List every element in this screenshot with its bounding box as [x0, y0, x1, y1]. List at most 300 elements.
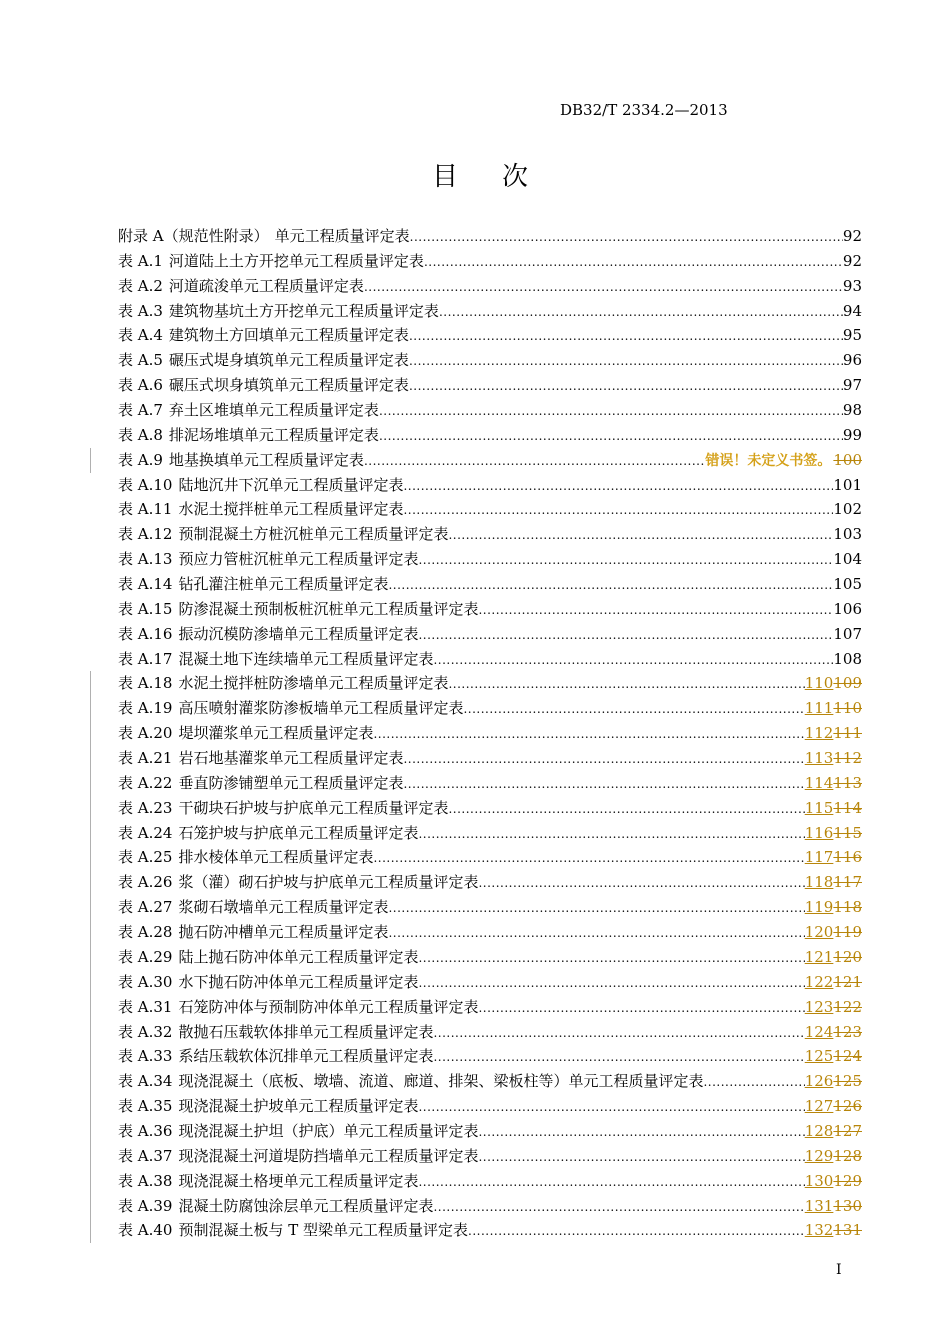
toc-entry-title: 水泥土搅拌桩单元工程质量评定表	[178, 500, 404, 519]
toc-entry-page	[843, 274, 862, 299]
toc-entry-label	[118, 995, 478, 1020]
toc-entry-number: 表 A.39	[118, 1196, 173, 1215]
toc-entry[interactable]	[118, 696, 862, 721]
toc-entry-title: 现浇混凝土护坡单元工程质量评定表	[178, 1097, 419, 1116]
toc-entry-title: 散抛石压载软体排单元工程质量评定表	[178, 1022, 434, 1041]
toc-inserted-page[interactable]: 111	[804, 699, 834, 718]
toc-entry-number: 表 A.31	[118, 997, 173, 1016]
toc-leader-dots	[418, 1170, 804, 1195]
toc-entry-title: 现浇混凝土护坦（护底）单元工程质量评定表	[178, 1121, 479, 1140]
toc-entry-number: 表 A.22	[118, 773, 173, 792]
toc-entry-title: 碾压式坝身填筑单元工程质量评定表	[168, 376, 409, 395]
toc-entry-label	[118, 1069, 703, 1094]
toc-deleted-page: 118	[833, 898, 862, 917]
toc-entry-page	[805, 796, 862, 821]
toc-entry[interactable]	[118, 821, 862, 846]
toc-entry-number: 表 A.30	[118, 972, 173, 991]
toc-entry-label	[118, 398, 379, 423]
toc-entry-number: 表 A.28	[118, 923, 173, 942]
toc-entry-label	[118, 1094, 418, 1119]
toc-entry[interactable]	[118, 647, 862, 672]
toc-entry[interactable]	[118, 1020, 862, 1045]
toc-entry[interactable]	[118, 746, 862, 771]
toc-entry-label	[118, 448, 364, 473]
toc-inserted-page[interactable]: 120	[804, 923, 834, 942]
toc-inserted-page[interactable]: 112	[804, 724, 834, 743]
toc-entry-title: 地基换填单元工程质量评定表	[168, 450, 364, 469]
toc-inserted-page[interactable]: 125	[804, 1047, 834, 1066]
toc-leader-dots	[448, 523, 833, 548]
toc-leader-dots	[418, 623, 833, 648]
toc-leader-dots	[478, 871, 804, 896]
toc-heading-char-2: 次	[502, 162, 529, 192]
toc-deleted-page: 116	[833, 848, 862, 867]
toc-entry-title: 振动沉模防渗墙单元工程质量评定表	[178, 624, 419, 643]
toc-entry-number: 表 A.13	[118, 550, 173, 569]
toc-entry-page	[805, 1218, 862, 1243]
toc-leader-dots	[364, 449, 705, 474]
toc-entry-title: 抛石防冲槽单元工程质量评定表	[178, 923, 389, 942]
toc-entry-title: 防渗混凝土预制板桩沉桩单元工程质量评定表	[178, 599, 479, 618]
toc-entry-title: 水下抛石防冲体单元工程质量评定表	[178, 972, 419, 991]
toc-deleted-page: 109	[833, 674, 862, 693]
toc-entry[interactable]	[118, 398, 862, 423]
toc-entry-page	[805, 1094, 862, 1119]
toc-inserted-page[interactable]: 116	[804, 823, 834, 842]
toc-page-number: 99	[842, 425, 862, 444]
toc-entry-number: 表 A.4	[118, 326, 163, 345]
toc-entry-label	[118, 1218, 468, 1243]
toc-inserted-page[interactable]: 118	[804, 873, 834, 892]
toc-entry-number: 表 A.2	[118, 276, 163, 295]
toc-entry[interactable]	[118, 224, 862, 249]
toc-entry[interactable]	[118, 373, 862, 398]
toc-entry-number: 表 A.9	[118, 450, 163, 469]
toc-page-number: 103	[833, 525, 862, 544]
toc-entry[interactable]	[118, 1194, 862, 1219]
toc-entry-page	[805, 1119, 862, 1144]
toc-leader-dots	[418, 822, 804, 847]
toc-entry-page	[833, 473, 862, 498]
toc-entry-number: 表 A.29	[118, 947, 173, 966]
toc-entry[interactable]	[118, 522, 862, 547]
toc-entry-title: 浆（灌）砌石护坡与护底单元工程质量评定表	[178, 873, 479, 892]
toc-entry-page	[805, 895, 862, 920]
toc-entry-label	[118, 274, 364, 299]
toc-entry[interactable]	[118, 423, 862, 448]
toc-entry-page	[805, 721, 862, 746]
toc-leader-dots	[409, 324, 843, 349]
toc-deleted-page: 117	[833, 873, 862, 892]
toc-entry-label	[118, 597, 478, 622]
toc-entry-label	[118, 622, 418, 647]
toc-leader-dots	[424, 250, 843, 275]
toc-entry-title: 高压喷射灌浆防渗板墙单元工程质量评定表	[178, 699, 464, 718]
toc-deleted-page: 124	[833, 1047, 862, 1066]
toc-entry[interactable]	[118, 597, 862, 622]
toc-entry[interactable]	[118, 274, 862, 299]
toc-entry-title: 排水棱体单元工程质量评定表	[178, 848, 374, 867]
toc-entry-page	[843, 348, 862, 373]
toc-entry-number: 表 A.19	[118, 699, 173, 718]
toc-entry-page	[843, 423, 862, 448]
toc-page-number: 94	[842, 301, 862, 320]
toc-heading	[0, 156, 950, 193]
toc-entry-page	[843, 249, 862, 274]
toc-entry-page	[705, 448, 862, 474]
toc-leader-dots	[433, 1045, 804, 1070]
toc-entry-number: 表 A.14	[118, 575, 173, 594]
toc-entry-page	[805, 1194, 862, 1219]
toc-entry-number: 表 A.38	[118, 1171, 173, 1190]
toc-entry-title: 建筑物基坑土方开挖单元工程质量评定表	[168, 301, 439, 320]
toc-entry-number: 表 A.24	[118, 823, 173, 842]
toc-entry-page	[833, 647, 862, 672]
toc-entry-label	[118, 796, 448, 821]
toc-entry-label	[118, 746, 403, 771]
toc-entry-number: 表 A.27	[118, 898, 173, 917]
toc-entry-page	[843, 224, 862, 249]
toc-inserted-page[interactable]: 128	[804, 1121, 834, 1140]
toc-entry-page	[833, 622, 862, 647]
toc-entry-title: 单元工程质量评定表	[274, 227, 410, 245]
toc-deleted-page: 122	[833, 997, 862, 1016]
toc-entry-title: 水泥土搅拌桩防渗墙单元工程质量评定表	[178, 674, 449, 693]
toc-entry-number: 表 A.6	[118, 376, 163, 395]
toc-leader-dots	[388, 573, 833, 598]
toc-entry-label	[118, 821, 418, 846]
toc-entry[interactable]	[118, 945, 862, 970]
toc-entry-page	[805, 845, 862, 870]
toc-deleted-page: 131	[833, 1221, 862, 1240]
toc-entry-page	[843, 299, 862, 324]
toc-leader-dots	[463, 697, 804, 722]
toc-entry-number: 表 A.20	[118, 724, 173, 743]
toc-entry[interactable]	[118, 1094, 862, 1119]
toc-deleted-page: 114	[833, 798, 862, 817]
toc-entry-label	[118, 299, 439, 324]
toc-entry-title: 岩石地基灌浆单元工程质量评定表	[178, 749, 404, 768]
toc-entry-page	[805, 671, 862, 696]
toc-entry-page	[805, 821, 862, 846]
toc-entry-page	[833, 522, 862, 547]
toc-entry-title: 现浇混凝土（底板、墩墙、流道、廊道、排架、梁板柱等）单元工程质量评定表	[178, 1072, 704, 1091]
toc-entry-number: 表 A.17	[118, 649, 173, 668]
toc-entry-page	[805, 771, 862, 796]
toc-entry-page	[833, 572, 862, 597]
toc-deleted-page: 129	[833, 1171, 862, 1190]
toc-entry[interactable]	[118, 622, 862, 647]
toc-entry-title: 预制混凝土方桩沉桩单元工程质量评定表	[178, 525, 449, 544]
toc-entry-label	[118, 845, 373, 870]
toc-entry-title: 陆地沉井下沉单元工程质量评定表	[178, 475, 404, 494]
toc-leader-dots	[418, 971, 804, 996]
toc-entry-label	[118, 348, 409, 373]
toc-entry-title: 碾压式堤身填筑单元工程质量评定表	[168, 351, 409, 370]
toc-entry-page	[843, 398, 862, 423]
toc-leader-dots	[410, 225, 843, 250]
toc-leader-dots	[418, 946, 804, 971]
toc-inserted-page[interactable]: 129	[804, 1146, 834, 1165]
toc-entry[interactable]	[118, 1169, 862, 1194]
toc-entry-page	[805, 1169, 862, 1194]
toc-leader-dots	[478, 1120, 804, 1145]
toc-deleted-page: 113	[833, 773, 862, 792]
toc-inserted-page[interactable]: 132	[804, 1221, 834, 1240]
toc-page-number: 101	[833, 475, 862, 494]
toc-entry-number: 表 A.25	[118, 848, 173, 867]
toc-deleted-page: 121	[833, 972, 862, 991]
toc-entry-title: 系结压载软体沉排单元工程质量评定表	[178, 1047, 434, 1066]
toc-deleted-page: 100	[833, 450, 862, 469]
toc-entry[interactable]	[118, 1144, 862, 1169]
toc-entry-title: 石笼护坡与护底单元工程质量评定表	[178, 823, 419, 842]
toc-leader-dots	[433, 648, 833, 673]
toc-entry-page	[805, 1044, 862, 1069]
toc-leader-dots	[403, 498, 833, 523]
toc-entry-title: 干砌块石护坡与护底单元工程质量评定表	[178, 798, 449, 817]
toc-entry-label	[118, 323, 409, 348]
toc-page-number: 93	[842, 276, 862, 295]
toc-entry-label	[118, 920, 388, 945]
toc-entry[interactable]	[118, 870, 862, 895]
toc-inserted-page[interactable]: 131	[804, 1196, 834, 1215]
toc-leader-dots	[439, 300, 843, 325]
toc-entry-number: 表 A.26	[118, 873, 173, 892]
toc-entry-number: 表 A.10	[118, 475, 173, 494]
toc-entry-label	[118, 771, 403, 796]
toc-entry-title: 弃土区堆填单元工程质量评定表	[168, 401, 379, 420]
toc-leader-dots	[388, 921, 804, 946]
toc-leader-dots	[379, 424, 843, 449]
table-of-contents	[118, 224, 862, 1243]
toc-entry[interactable]	[118, 299, 862, 324]
toc-inserted-page[interactable]: 130	[804, 1171, 834, 1190]
toc-entry-number: 表 A.34	[118, 1072, 173, 1091]
toc-entry-label	[118, 547, 418, 572]
toc-entry-label	[118, 497, 403, 522]
toc-leader-dots	[388, 896, 804, 921]
toc-inserted-page[interactable]: 115	[804, 798, 834, 817]
toc-entry[interactable]	[118, 1044, 862, 1069]
toc-entry-label	[118, 696, 463, 721]
toc-entry-page	[805, 696, 862, 721]
toc-page-number: 92	[842, 251, 862, 270]
bookmark-error-text: 错误！未定义书签。	[705, 452, 832, 469]
toc-deleted-page: 126	[833, 1097, 862, 1116]
toc-inserted-page[interactable]: 114	[804, 773, 834, 792]
toc-leader-dots	[379, 399, 843, 424]
toc-entry-label	[118, 970, 418, 995]
toc-inserted-page[interactable]: 124	[804, 1022, 834, 1041]
toc-leader-dots	[373, 722, 804, 747]
toc-entry-number: 表 A.15	[118, 599, 173, 618]
toc-entry-number: 表 A.11	[118, 500, 173, 519]
toc-entry[interactable]	[118, 497, 862, 522]
toc-page-number: 95	[842, 326, 862, 345]
toc-entry-number: 表 A.3	[118, 301, 163, 320]
toc-entry-number: 表 A.37	[118, 1146, 173, 1165]
toc-entry-page	[805, 1144, 862, 1169]
toc-entry-label	[118, 721, 373, 746]
toc-page-number: 102	[833, 500, 862, 519]
toc-entry-number: 表 A.36	[118, 1121, 173, 1140]
toc-entry-title: 河道陆上土方开挖单元工程质量评定表	[168, 251, 424, 270]
toc-entry[interactable]	[118, 323, 862, 348]
document-code: DB32/T 2334.2—2013	[560, 101, 728, 119]
toc-entry-title: 钻孔灌注桩单元工程质量评定表	[178, 575, 389, 594]
toc-entry[interactable]	[118, 771, 862, 796]
toc-entry[interactable]	[118, 671, 862, 696]
toc-entry-label	[118, 1119, 478, 1144]
toc-inserted-page[interactable]: 110	[804, 674, 834, 693]
toc-entry-number: 表 A.1	[118, 251, 163, 270]
toc-entry-title: 排泥场堆填单元工程质量评定表	[168, 425, 379, 444]
toc-inserted-page[interactable]: 127	[804, 1097, 834, 1116]
toc-deleted-page: 115	[833, 823, 862, 842]
toc-entry-title: 浆砌石墩墙单元工程质量评定表	[178, 898, 389, 917]
toc-deleted-page: 128	[833, 1146, 862, 1165]
toc-entry-title: 预应力管桩沉桩单元工程质量评定表	[178, 550, 419, 569]
toc-entry-label	[118, 522, 448, 547]
toc-entry-number: 表 A.21	[118, 749, 173, 768]
toc-inserted-page[interactable]: 123	[804, 997, 834, 1016]
toc-deleted-page: 125	[833, 1072, 862, 1091]
toc-deleted-page: 112	[833, 749, 862, 768]
toc-entry-label	[118, 1169, 418, 1194]
toc-leader-dots	[448, 672, 804, 697]
toc-inserted-page[interactable]: 119	[804, 898, 834, 917]
toc-leader-dots	[403, 772, 804, 797]
toc-inserted-page[interactable]: 126	[804, 1072, 834, 1091]
toc-entry-number: 表 A.33	[118, 1047, 173, 1066]
toc-deleted-page: 127	[833, 1121, 862, 1140]
toc-entry-label	[118, 895, 388, 920]
toc-entry-page	[843, 373, 862, 398]
toc-entry-number: 表 A.5	[118, 351, 163, 370]
toc-entry[interactable]	[118, 1069, 862, 1094]
toc-deleted-page: 120	[833, 947, 862, 966]
toc-entry[interactable]	[118, 721, 862, 746]
toc-entry[interactable]	[118, 970, 862, 995]
toc-leader-dots	[418, 1095, 804, 1120]
toc-entry-label	[118, 249, 424, 274]
toc-deleted-page: 119	[833, 923, 862, 942]
toc-deleted-page: 123	[833, 1022, 862, 1041]
toc-entry-label	[118, 473, 403, 498]
toc-entry-label	[118, 1194, 433, 1219]
toc-entry[interactable]	[118, 1218, 862, 1243]
toc-entry[interactable]	[118, 845, 862, 870]
toc-inserted-page[interactable]: 122	[804, 972, 834, 991]
toc-entry-number: 表 A.18	[118, 674, 173, 693]
toc-inserted-page[interactable]: 113	[804, 749, 834, 768]
toc-leader-dots	[478, 996, 804, 1021]
toc-entry-label	[118, 423, 379, 448]
toc-entry-title: 堤坝灌浆单元工程质量评定表	[178, 724, 374, 743]
toc-leader-dots	[409, 349, 843, 374]
toc-entry-label	[118, 224, 410, 249]
toc-page-number: 96	[842, 351, 862, 370]
toc-heading-char-1: 目	[431, 162, 458, 192]
toc-deleted-page: 110	[833, 699, 862, 718]
toc-leader-dots	[373, 846, 804, 871]
toc-entry-title: 建筑物土方回填单元工程质量评定表	[168, 326, 409, 345]
toc-page-number: 97	[842, 376, 862, 395]
toc-entry[interactable]	[118, 572, 862, 597]
toc-entry-number: 附录 A（规范性附录）	[118, 227, 269, 245]
toc-page-number: 107	[833, 624, 862, 643]
toc-entry-title: 垂直防渗铺塑单元工程质量评定表	[178, 773, 404, 792]
toc-entry-page	[805, 746, 862, 771]
toc-entry-number: 表 A.12	[118, 525, 173, 544]
toc-entry-page	[805, 970, 862, 995]
toc-entry-page	[805, 945, 862, 970]
toc-page-number: 92	[842, 227, 862, 245]
toc-entry-label	[118, 572, 388, 597]
toc-page-number: 105	[833, 575, 862, 594]
toc-leader-dots	[364, 275, 843, 300]
toc-entry-number: 表 A.40	[118, 1221, 173, 1240]
toc-entry-page	[805, 995, 862, 1020]
toc-entry-page	[805, 920, 862, 945]
toc-entry-title: 混凝土防腐蚀涂层单元工程质量评定表	[178, 1196, 434, 1215]
toc-leader-dots	[478, 598, 833, 623]
toc-entry[interactable]	[118, 1119, 862, 1144]
toc-entry-label	[118, 1144, 478, 1169]
toc-entry-page	[833, 547, 862, 572]
toc-page-number: 106	[833, 599, 862, 618]
toc-leader-dots	[478, 1145, 804, 1170]
toc-deleted-page: 111	[833, 724, 862, 743]
toc-leader-dots	[703, 1070, 804, 1095]
toc-entry-page	[805, 870, 862, 895]
toc-entry[interactable]	[118, 920, 862, 945]
toc-entry-label	[118, 1044, 433, 1069]
toc-inserted-page[interactable]: 121	[804, 947, 834, 966]
toc-entry-label	[118, 671, 448, 696]
toc-entry-page	[833, 597, 862, 622]
toc-entry-page	[843, 323, 862, 348]
toc-entry-title: 河道疏浚单元工程质量评定表	[168, 276, 364, 295]
toc-leader-dots	[448, 797, 804, 822]
toc-entry-label	[118, 647, 433, 672]
page-number: I	[836, 1262, 842, 1278]
toc-entry[interactable]	[118, 796, 862, 821]
toc-entry-number: 表 A.8	[118, 425, 163, 444]
toc-entry[interactable]	[118, 547, 862, 572]
toc-entry[interactable]	[118, 348, 862, 373]
toc-entry[interactable]	[118, 895, 862, 920]
toc-entry-number: 表 A.32	[118, 1022, 173, 1041]
toc-entry-title: 混凝土地下连续墙单元工程质量评定表	[178, 649, 434, 668]
toc-entry-title: 石笼防冲体与预制防冲体单元工程质量评定表	[178, 997, 479, 1016]
toc-entry[interactable]	[118, 995, 862, 1020]
toc-entry-number: 表 A.7	[118, 401, 163, 420]
toc-entry-title: 现浇混凝土河道堤防挡墙单元工程质量评定表	[178, 1146, 479, 1165]
toc-entry[interactable]	[118, 448, 862, 473]
toc-page-number: 104	[833, 550, 862, 569]
toc-entry-page	[805, 1069, 862, 1094]
toc-entry-title: 现浇混凝土格埂单元工程质量评定表	[178, 1171, 419, 1190]
toc-inserted-page[interactable]: 117	[804, 848, 834, 867]
toc-entry[interactable]	[118, 473, 862, 498]
toc-entry-label	[118, 373, 409, 398]
toc-entry-page	[805, 1020, 862, 1045]
toc-entry[interactable]	[118, 249, 862, 274]
toc-entry-label	[118, 1020, 433, 1045]
toc-page-number: 98	[842, 401, 862, 420]
